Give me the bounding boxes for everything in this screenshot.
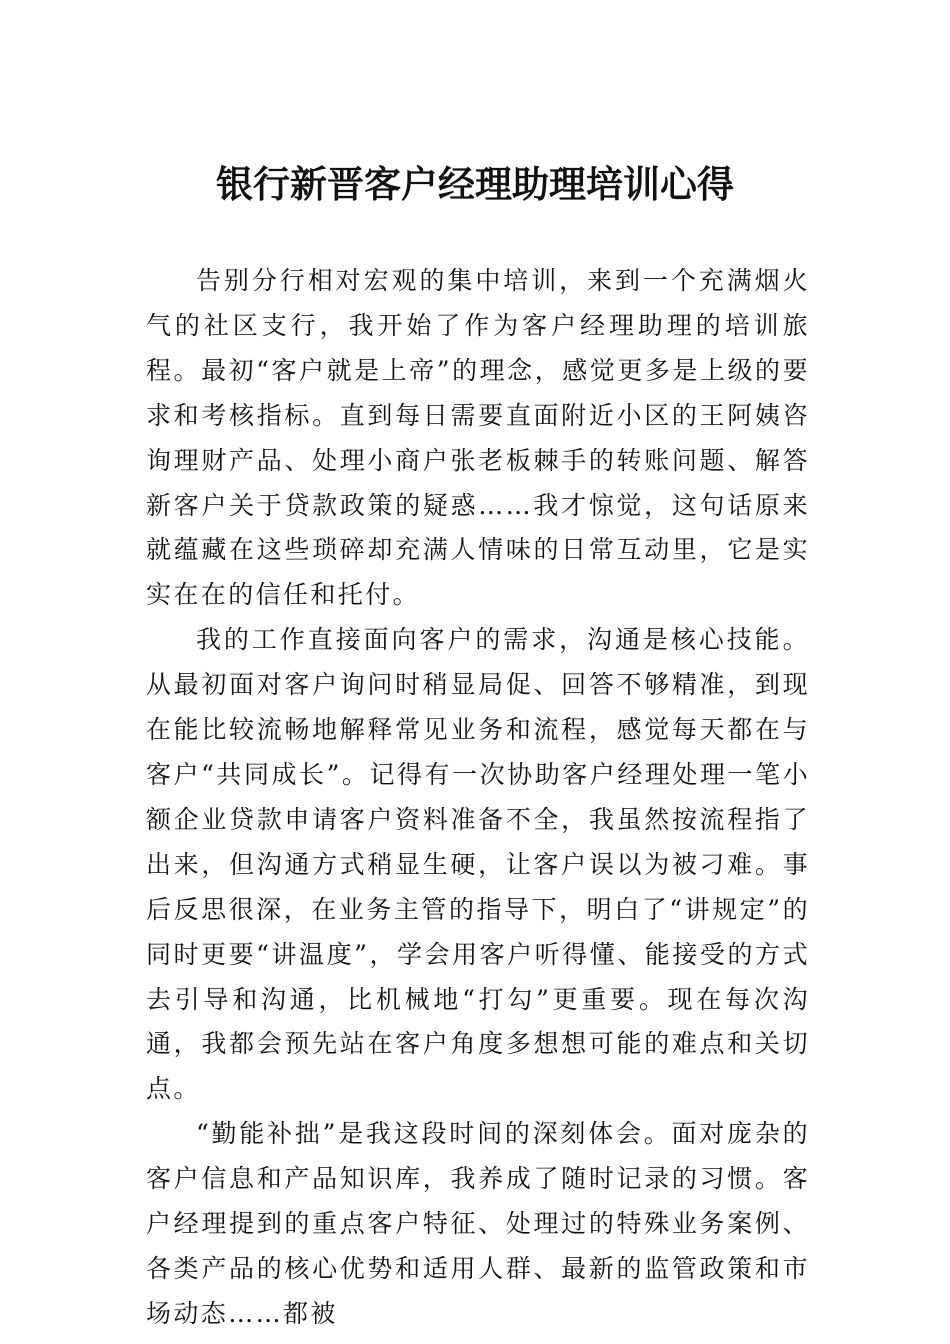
paragraph-3: “勤能补拙”是我这段时间的深刻体会。面对庞杂的客户信息和产品知识库，我养成了随时记录的习惯。客户经理提到的重点客户特征、处理过的特殊业务案例、各类产品的核心优势和适用人群、最新的监管政策和市场动态……都被 — [146, 1119, 810, 1328]
document-title: 银行新晋客户经理助理培训心得 — [216, 162, 734, 206]
paragraph-1: 告别分行相对宏观的集中培训，来到一个充满烟火气的社区支行，我开始了作为客户经理助理的培训旅程。最初“客户就是上帝”的理念，感觉更多是上级的要求和考核指标。直到每日需要直面附近小区的王阿姨咨询理财产品、处理小商户张老板棘手的转账问题、解答新客户关于贷款政策的疑惑……我才惊觉，这句话原来就蕴藏在这些琐碎却充满人情味的日常互动里，它是实实在在的信任和托付。 — [146, 266, 810, 610]
paragraph-2: 我的工作直接面向客户的需求，沟通是核心技能。从最初面对客户询问时稍显局促、回答不够精准，到现在能比较流畅地解释常见业务和流程，感觉每天都在与客户“共同成长”。记得有一次协助客户经理处理一笔小额企业贷款申请客户资料准备不全，我虽然按流程指了出来，但沟通方式稍显生硬，让客户误以为被刁难。事后反思很深，在业务主管的指导下，明白了“讲规定”的同时更要“讲温度”，学会用客户听得懂、能接受的方式去引导和沟通，比机械地“打勾”更重要。现在每次沟通，我都会预先站在客户角度多想想可能的难点和关切点。 — [146, 625, 810, 1104]
document-body — [146, 259, 810, 1337]
